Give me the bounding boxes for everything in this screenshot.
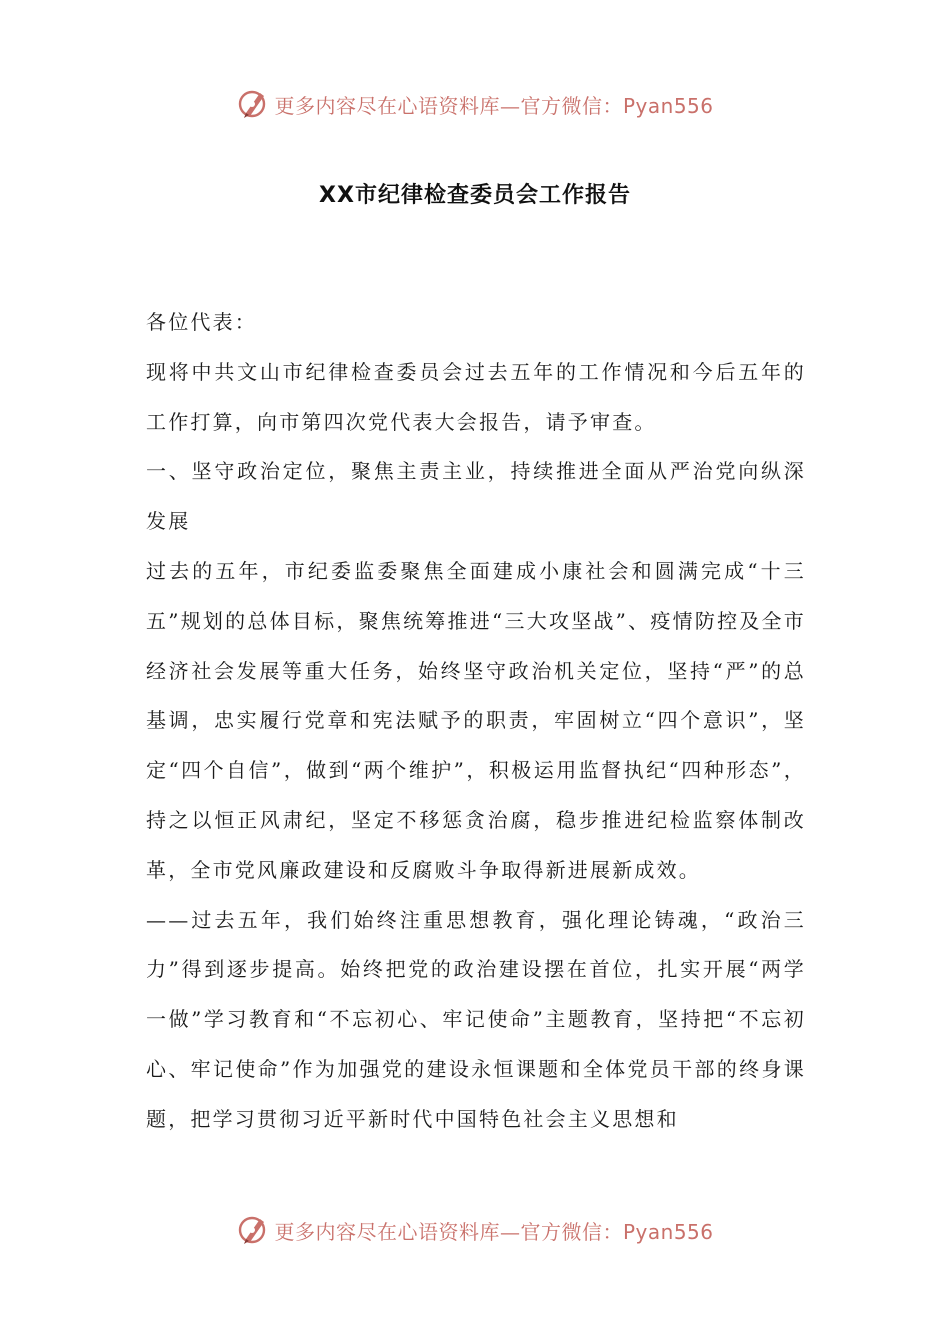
watermark-wechat-id: Pyan556 xyxy=(622,1219,714,1244)
pen-circle-logo-icon xyxy=(236,1213,270,1247)
paragraph-intro: 现将中共文山市纪律检查委员会过去五年的工作情况和今后五年的工作打算，向市第四次党代表大会报告，请予审查。 xyxy=(146,359,806,434)
watermark-text: 更多内容尽在心语资料库—官方微信： xyxy=(274,93,623,118)
header-watermark xyxy=(0,84,950,124)
document-body xyxy=(146,298,806,1145)
paragraph-salutation: 各位代表： xyxy=(146,310,257,334)
watermark-text: 更多内容尽在心语资料库—官方微信： xyxy=(274,1219,623,1244)
pen-circle-logo-icon xyxy=(236,87,270,121)
footer-watermark xyxy=(0,1210,950,1250)
section-heading-1: 一、坚守政治定位，聚焦主责主业，持续推进全面从严治党向纵深发展 xyxy=(146,459,806,534)
watermark-wechat-id: Pyan556 xyxy=(622,93,714,118)
paragraph-education: ——过去五年，我们始终注重思想教育，强化理论铸魂，“政治三力”得到逐步提高。始终把党的政治建设摆在首位，扎实开展“两学一做”学习教育和“不忘初心、牢记使命”主题教育，坚持把“不忘初心、牢记使命”作为加强党的建设永恒课题和全体党员干部的终身课题，把学习贯彻习近平新时代中国特色社会主义思想和 xyxy=(146,907,806,1131)
document-title: XX市纪律检查委员会工作报告 xyxy=(319,183,631,208)
paragraph-overview: 过去的五年，市纪委监委聚焦全面建成小康社会和圆满完成“十三五”规划的总体目标，聚焦统筹推进“三大攻坚战”、疫情防控及全市经济社会发展等重大任务，始终坚守政治机关定位，坚持“严”的总基调，忠实履行党章和宪法赋予的职责，牢固树立“四个意识”，坚定“四个自信”，做到“两个维护”，积极运用监督执纪“四种形态”，持之以恒正风肃纪，坚定不移惩贪治腐，稳步推进纪检监察体制改革，全市党风廉政建设和反腐败斗争取得新进展新成效。 xyxy=(146,558,806,882)
